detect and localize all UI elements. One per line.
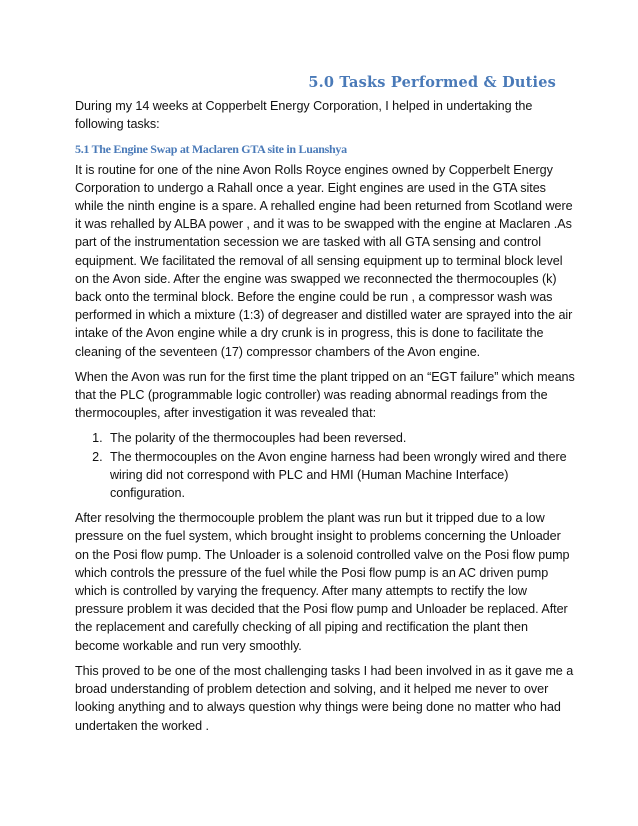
intro-paragraph: During my 14 weeks at Copperbelt Energy Corporation, I helped in undertaking the following tasks: bbox=[75, 99, 533, 132]
paragraph-egt-failure: When the Avon was run for the first time the plant tripped on an “EGT failure” which means that the PLC (programmable logic controller) was reading abnormal readings from the thermocouples, after investigation it was revealed that: bbox=[75, 369, 575, 421]
list-item: 1. The polarity of the thermocouples had been reversed. bbox=[106, 429, 575, 447]
list-item: 2. The thermocouples on the Avon engine harness had been wrongly wired and there wiring did not correspond with PLC and HMI (Human Machine Interface) configuration. bbox=[106, 448, 575, 503]
paragraph-conclusion: This proved to be one of the most challenging tasks I had been involved in as it gave me a broad understanding of problem detection and solving, and it helped me never to over looking anything and to always question why things were being done no matter who had undertaken the worked . bbox=[75, 663, 574, 733]
subsection-title: 5.1 The Engine Swap at Maclaren GTA site in Luanshya bbox=[75, 142, 347, 157]
document-body bbox=[75, 97, 575, 742]
paragraph-fuel-pressure: After resolving the thermocouple problem the plant was run but it tripped due to a low pressure on the fuel system, which brought insight to problems concerning the Unloader on the Posi flow pump. The Unloader is a solenoid controlled valve on the Posi flow pump which controls the pressure of the fuel while the Posi flow pump is an AC driven pump which is controlled by varying the frequency. After many attempts to rectify the low pressure problem it was decided that the Posi flow pump and Unloader be replaced. After the replacement and carefully checking of all piping and rectification the plant then become workable and run very smoothly. bbox=[75, 511, 570, 653]
findings-list bbox=[75, 429, 575, 502]
section-title: 5.0 Tasks Performed & Duties bbox=[308, 74, 556, 91]
paragraph-engine-swap: It is routine for one of the nine Avon Rolls Royce engines owned by Copperbelt Energy Corporation to undergo a Rahall once a year. Eight engines are used in the GTA sites while the ninth engine is a spare. A rehalled engine had been returned from Scotland were it was rehalled by ALBA power , and it was to be swapped with the engine at Maclaren .As part of the instrumentation secession we are tasked with all GTA sensing and control equipment. We facilitated the removal of all sensing equipment up to terminal block level on the Avon side. After the engine was swapped we reconnected the thermocouples (k) back onto the terminal block. Before the engine could be run , a compressor wash was performed in which a mixture (1:3) of degreaser and distilled water are sprayed into the air intake of the Avon engine while a dry crunk is in progress, this is done to facilitate the cleaning of the seventeen (17) compressor chambers of the Avon engine. bbox=[75, 162, 573, 359]
